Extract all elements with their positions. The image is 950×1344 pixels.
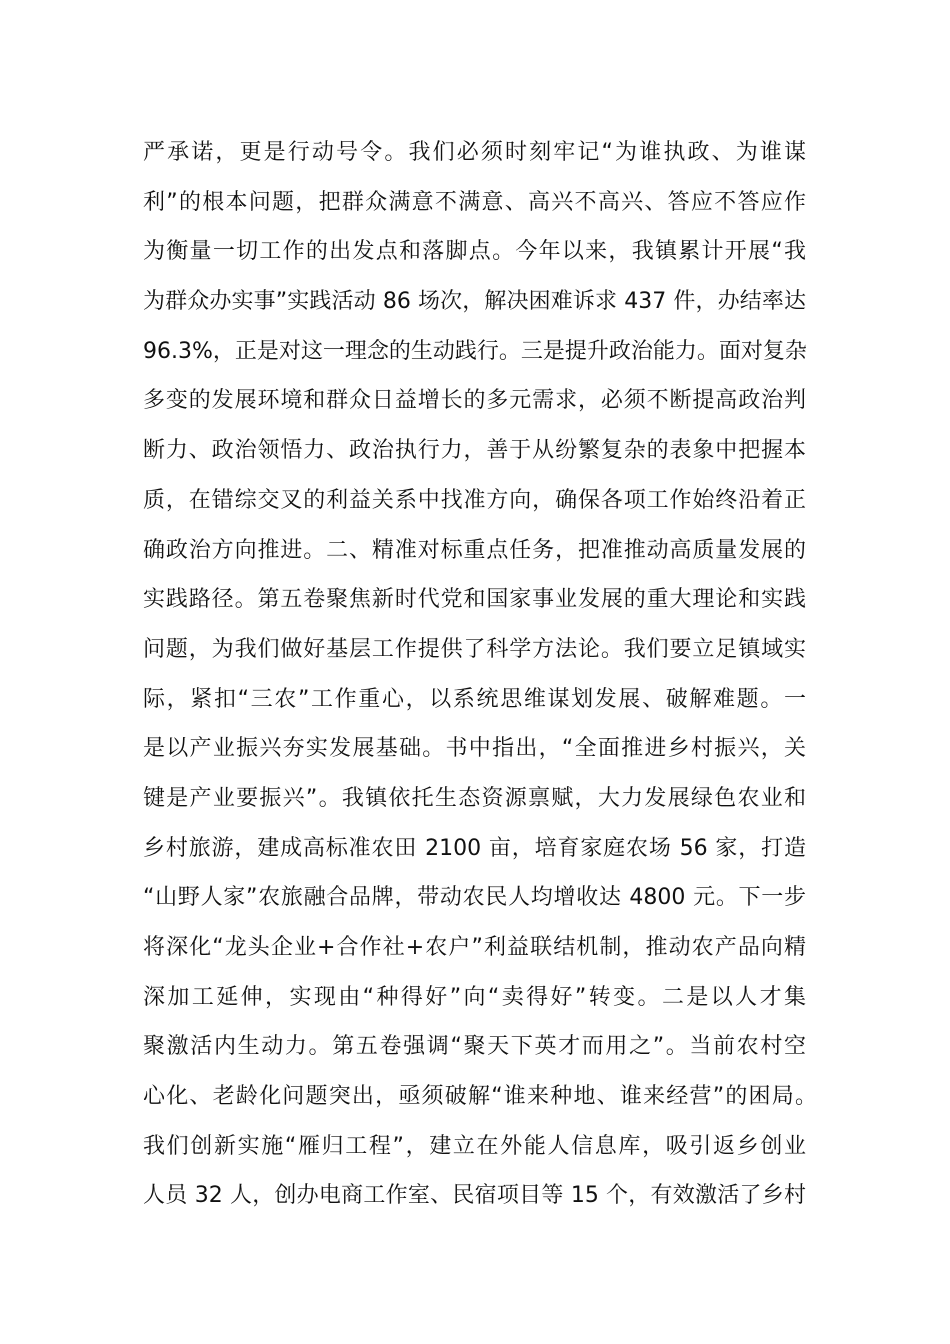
text-line: 实践路径。第五卷聚焦新时代党和国家事业发展的重大理论和实践	[143, 587, 806, 613]
text-line: 质，在错综交叉的利益关系中找准方向，确保各项工作始终沿着正	[143, 487, 806, 513]
text-line: 人员 32 人，创办电商工作室、民宿项目等 15 个，有效激活了乡村	[143, 1183, 806, 1209]
text-line: 多变的发展环境和群众日益增长的多元需求，必须不断提高政治判	[143, 388, 806, 414]
text-line: “山野人家”农旅融合品牌，带动农民人均增收达 4800 元。下一步	[143, 885, 806, 911]
text-line: 心化、老龄化问题突出，亟须破解“谁来种地、谁来经营”的困局。	[143, 1084, 817, 1110]
text-line: 深加工延伸，实现由“种得好”向“卖得好”转变。二是以人才集	[143, 984, 806, 1010]
text-line: 将深化“龙头企业+合作社+农户”利益联结机制，推动农产品向精	[143, 935, 806, 960]
body-text	[143, 128, 817, 1221]
text-line: 严承诺，更是行动号令。我们必须时刻牢记“为谁执政、为谁谋	[143, 140, 806, 165]
text-line: 断力、政治领悟力、政治执行力，善于从纷繁复杂的表象中把握本	[143, 438, 806, 464]
text-line: 利”的根本问题，把群众满意不满意、高兴不高兴、答应不答应作	[143, 189, 806, 215]
text-line: 确政治方向推进。二、精准对标重点任务，把准推动高质量发展的	[143, 537, 806, 563]
text-line: 际，紧扣“三农”工作重心，以系统思维谋划发展、破解难题。一	[143, 686, 806, 712]
text-line: 键是产业要振兴”。我镇依托生态资源禀赋，大力发展绿色农业和	[143, 785, 806, 811]
text-line: 乡村旅游，建成高标准农田 2100 亩，培育家庭农场 56 家，打造	[143, 835, 806, 861]
text-line: 我们创新实施“雁归工程”，建立在外能人信息库，吸引返乡创业	[143, 1133, 806, 1159]
text-line: 聚激活内生动力。第五卷强调“聚天下英才而用之”。当前农村空	[143, 1034, 806, 1060]
text-line: 为衡量一切工作的出发点和落脚点。今年以来，我镇累计开展“我	[143, 239, 806, 265]
text-line: 问题，为我们做好基层工作提供了科学方法论。我们要立足镇域实	[143, 636, 806, 662]
text-line: 为群众办实事”实践活动 86 场次，解决困难诉求 437 件，办结率达	[143, 289, 806, 315]
text-line: 是以产业振兴夯实发展基础。书中指出，“全面推进乡村振兴，关	[143, 736, 806, 762]
text-line: 96.3%，正是对这一理念的生动践行。三是提升政治能力。面对复杂	[143, 338, 807, 364]
